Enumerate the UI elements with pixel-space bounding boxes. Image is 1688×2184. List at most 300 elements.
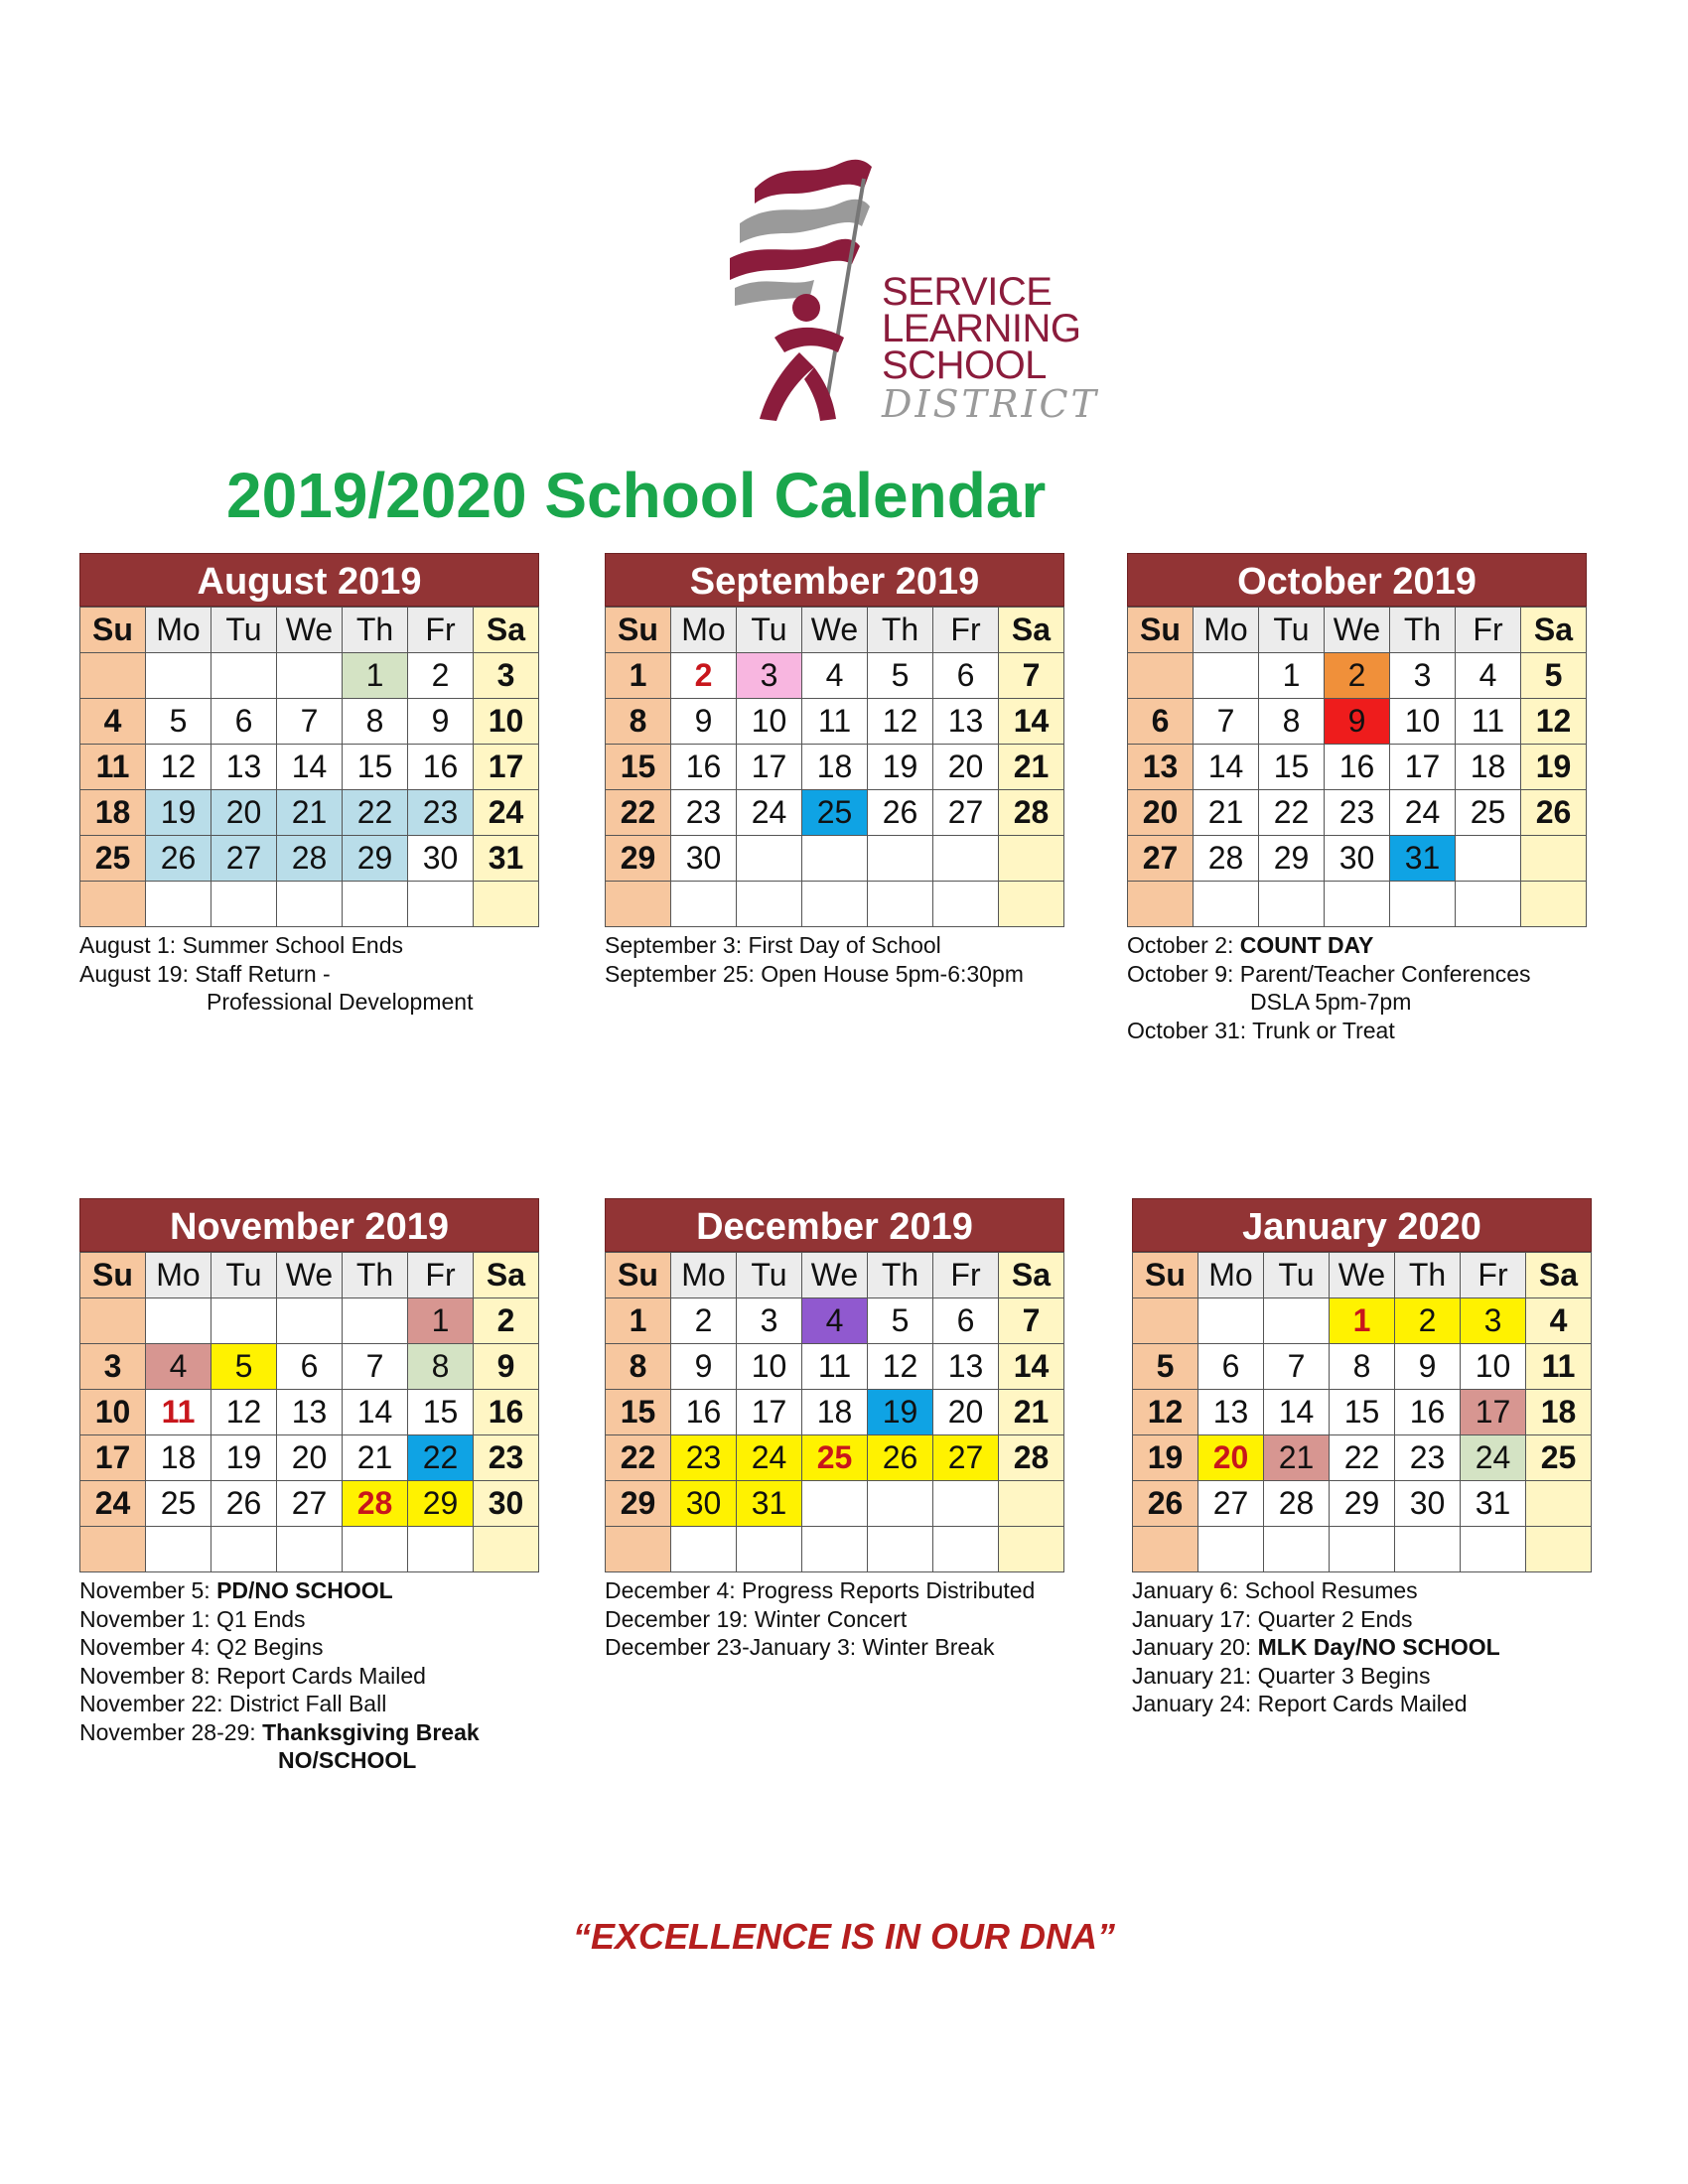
weekday-header: Su	[80, 608, 146, 653]
day-cell: 28	[277, 836, 343, 882]
day-cell: 25	[802, 1435, 868, 1481]
empty-day-cell	[1456, 836, 1521, 882]
empty-day-cell	[1526, 1527, 1592, 1572]
weekday-header: Mo	[1198, 1253, 1264, 1298]
event-note	[605, 960, 1064, 989]
weekday-header: Mo	[146, 608, 211, 653]
empty-day-cell	[999, 882, 1064, 927]
empty-day-cell	[408, 882, 474, 927]
empty-day-cell	[80, 653, 146, 699]
event-text: November 1: Q1 Ends	[79, 1605, 306, 1632]
day-cell: 22	[606, 1435, 671, 1481]
weekday-header: We	[277, 608, 343, 653]
month-grid	[605, 607, 1064, 927]
day-cell: 1	[606, 1298, 671, 1344]
day-cell: 5	[868, 1298, 933, 1344]
day-cell: 30	[1325, 836, 1390, 882]
empty-day-cell	[868, 1481, 933, 1527]
day-cell: 28	[999, 1435, 1064, 1481]
day-cell: 5	[1133, 1344, 1198, 1390]
weekday-header: Mo	[671, 1253, 737, 1298]
day-cell: 19	[1521, 745, 1587, 790]
empty-day-cell	[474, 882, 539, 927]
day-cell: 7	[343, 1344, 408, 1390]
day-cell: 5	[146, 699, 211, 745]
empty-day-cell	[737, 1527, 802, 1572]
empty-day-cell	[737, 836, 802, 882]
day-cell: 11	[1456, 699, 1521, 745]
empty-day-cell	[1198, 1527, 1264, 1572]
event-note	[79, 1718, 539, 1747]
day-cell: 12	[868, 1344, 933, 1390]
day-cell: 9	[1395, 1344, 1461, 1390]
weekday-header: Tu	[211, 1253, 277, 1298]
weekday-header: We	[802, 608, 868, 653]
month-grid	[605, 1252, 1064, 1572]
empty-day-cell	[146, 1298, 211, 1344]
day-cell: 21	[343, 1435, 408, 1481]
day-cell: 25	[1526, 1435, 1592, 1481]
weekday-header: Th	[1390, 608, 1456, 653]
empty-day-cell	[80, 882, 146, 927]
empty-day-cell	[1456, 882, 1521, 927]
event-text: October 31: Trunk or Treat	[1127, 1017, 1395, 1043]
empty-day-cell	[802, 882, 868, 927]
day-cell: 31	[1390, 836, 1456, 882]
day-cell: 29	[408, 1481, 474, 1527]
day-cell: 1	[1330, 1298, 1395, 1344]
logo-line: SCHOOL	[882, 343, 1047, 387]
day-cell: 12	[868, 699, 933, 745]
month-notes	[79, 931, 539, 1017]
empty-day-cell	[277, 653, 343, 699]
day-cell: 1	[606, 653, 671, 699]
empty-day-cell	[1194, 653, 1259, 699]
day-cell: 4	[802, 653, 868, 699]
weekday-header: Sa	[1521, 608, 1587, 653]
empty-day-cell	[933, 1527, 999, 1572]
day-cell: 11	[146, 1390, 211, 1435]
empty-day-cell	[802, 1527, 868, 1572]
day-cell: 24	[80, 1481, 146, 1527]
weekday-header: Th	[1395, 1253, 1461, 1298]
day-cell: 25	[80, 836, 146, 882]
event-note	[79, 1633, 539, 1662]
weekday-header: Sa	[999, 608, 1064, 653]
day-cell: 30	[1395, 1481, 1461, 1527]
event-note	[605, 1633, 1064, 1662]
month-grid	[1127, 607, 1587, 927]
day-cell: 19	[211, 1435, 277, 1481]
event-note	[605, 1605, 1064, 1634]
day-cell: 3	[1390, 653, 1456, 699]
day-cell: 16	[408, 745, 474, 790]
day-cell: 7	[1194, 699, 1259, 745]
day-cell: 26	[868, 790, 933, 836]
day-cell: 6	[933, 1298, 999, 1344]
day-cell: 7	[1264, 1344, 1330, 1390]
weekday-header: Tu	[737, 1253, 802, 1298]
day-cell: 16	[1325, 745, 1390, 790]
event-text: November 28-29:	[79, 1718, 263, 1745]
month-notes	[79, 1576, 539, 1775]
empty-day-cell	[671, 882, 737, 927]
day-cell: 23	[408, 790, 474, 836]
day-cell: 31	[1461, 1481, 1526, 1527]
day-cell: 23	[1325, 790, 1390, 836]
day-cell: 23	[1395, 1435, 1461, 1481]
day-cell: 9	[1325, 699, 1390, 745]
day-cell: 25	[1456, 790, 1521, 836]
event-text: January 20:	[1132, 1634, 1258, 1660]
month-title: November 2019	[79, 1198, 539, 1252]
month-calendar	[79, 1198, 539, 1775]
event-note	[79, 988, 539, 1017]
day-cell: 3	[80, 1344, 146, 1390]
empty-day-cell	[146, 653, 211, 699]
weekday-header: Sa	[474, 1253, 539, 1298]
empty-day-cell	[1264, 1298, 1330, 1344]
day-cell: 27	[1198, 1481, 1264, 1527]
day-cell: 3	[474, 653, 539, 699]
day-cell: 4	[80, 699, 146, 745]
day-cell: 3	[737, 1298, 802, 1344]
day-cell: 26	[1133, 1481, 1198, 1527]
day-cell: 13	[277, 1390, 343, 1435]
day-cell: 28	[1264, 1481, 1330, 1527]
weekday-header: Sa	[474, 608, 539, 653]
month-calendar	[79, 553, 539, 1017]
month-calendar	[605, 1198, 1064, 1662]
weekday-header: Th	[343, 1253, 408, 1298]
empty-day-cell	[1330, 1527, 1395, 1572]
empty-day-cell	[802, 1481, 868, 1527]
event-note	[1127, 988, 1587, 1017]
empty-day-cell	[1194, 882, 1259, 927]
event-text: DSLA 5pm-7pm	[1250, 989, 1412, 1015]
day-cell: 30	[671, 1481, 737, 1527]
day-cell: 26	[868, 1435, 933, 1481]
day-cell: 24	[1390, 790, 1456, 836]
day-cell: 2	[671, 653, 737, 699]
weekday-header: Fr	[1461, 1253, 1526, 1298]
day-cell: 26	[146, 836, 211, 882]
day-cell: 5	[868, 653, 933, 699]
day-cell: 22	[343, 790, 408, 836]
event-note	[605, 1576, 1064, 1605]
empty-day-cell	[408, 1527, 474, 1572]
event-note	[1127, 1017, 1587, 1045]
empty-day-cell	[277, 1527, 343, 1572]
weekday-header: We	[1330, 1253, 1395, 1298]
day-cell: 24	[737, 790, 802, 836]
empty-day-cell	[146, 1527, 211, 1572]
day-cell: 21	[277, 790, 343, 836]
month-grid	[79, 1252, 539, 1572]
empty-day-cell	[277, 1298, 343, 1344]
day-cell: 30	[671, 836, 737, 882]
district-logo	[715, 149, 1112, 437]
event-note	[1132, 1690, 1592, 1718]
day-cell: 27	[1128, 836, 1194, 882]
tagline: “EXCELLENCE IS IN OUR DNA”	[572, 1916, 1116, 1957]
month-title: January 2020	[1132, 1198, 1592, 1252]
day-cell: 20	[277, 1435, 343, 1481]
day-cell: 2	[671, 1298, 737, 1344]
event-text: September 3: First Day of School	[605, 932, 941, 958]
event-emphasis: NO/SCHOOL	[278, 1747, 417, 1773]
day-cell: 20	[1128, 790, 1194, 836]
day-cell: 20	[933, 1390, 999, 1435]
empty-day-cell	[80, 1527, 146, 1572]
day-cell: 17	[80, 1435, 146, 1481]
weekday-header: Su	[1133, 1253, 1198, 1298]
day-cell: 8	[408, 1344, 474, 1390]
day-cell: 1	[1259, 653, 1325, 699]
weekday-header: Mo	[146, 1253, 211, 1298]
day-cell: 24	[1461, 1435, 1526, 1481]
empty-day-cell	[1390, 882, 1456, 927]
empty-day-cell	[933, 1481, 999, 1527]
event-text: September 25: Open House 5pm-6:30pm	[605, 960, 1024, 987]
event-emphasis: COUNT DAY	[1239, 932, 1374, 958]
event-text: November 5:	[79, 1577, 217, 1603]
day-cell: 19	[1133, 1435, 1198, 1481]
empty-day-cell	[1461, 1527, 1526, 1572]
day-cell: 10	[737, 1344, 802, 1390]
day-cell: 14	[1264, 1390, 1330, 1435]
day-cell: 16	[671, 745, 737, 790]
day-cell: 4	[802, 1298, 868, 1344]
day-cell: 17	[1390, 745, 1456, 790]
day-cell: 26	[211, 1481, 277, 1527]
day-cell: 27	[933, 790, 999, 836]
empty-day-cell	[1325, 882, 1390, 927]
day-cell: 4	[146, 1344, 211, 1390]
day-cell: 21	[1264, 1435, 1330, 1481]
day-cell: 18	[146, 1435, 211, 1481]
day-cell: 8	[343, 699, 408, 745]
day-cell: 18	[1526, 1390, 1592, 1435]
event-text: January 24: Report Cards Mailed	[1132, 1691, 1468, 1716]
day-cell: 19	[868, 1390, 933, 1435]
day-cell: 20	[933, 745, 999, 790]
day-cell: 6	[1128, 699, 1194, 745]
page-title: 2019/2020 School Calendar	[226, 460, 1047, 531]
day-cell: 29	[606, 1481, 671, 1527]
day-cell: 4	[1526, 1298, 1592, 1344]
weekday-header: Sa	[1526, 1253, 1592, 1298]
day-cell: 11	[1526, 1344, 1592, 1390]
empty-day-cell	[211, 1298, 277, 1344]
day-cell: 27	[211, 836, 277, 882]
weekday-header: Su	[606, 1253, 671, 1298]
event-emphasis: MLK Day/NO SCHOOL	[1257, 1634, 1500, 1660]
event-note	[79, 931, 539, 960]
event-text: October 2:	[1127, 932, 1240, 958]
day-cell: 17	[737, 745, 802, 790]
day-cell: 10	[80, 1390, 146, 1435]
day-cell: 2	[408, 653, 474, 699]
day-cell: 25	[146, 1481, 211, 1527]
day-cell: 7	[277, 699, 343, 745]
day-cell: 14	[1194, 745, 1259, 790]
day-cell: 5	[1521, 653, 1587, 699]
day-cell: 17	[737, 1390, 802, 1435]
day-cell: 19	[868, 745, 933, 790]
event-note	[79, 1690, 539, 1718]
event-note	[1127, 931, 1587, 960]
empty-day-cell	[737, 882, 802, 927]
event-text: January 6: School Resumes	[1132, 1577, 1418, 1603]
month-notes	[605, 931, 1064, 988]
day-cell: 6	[933, 653, 999, 699]
empty-day-cell	[606, 1527, 671, 1572]
day-cell: 20	[1198, 1435, 1264, 1481]
empty-day-cell	[343, 1527, 408, 1572]
day-cell: 9	[474, 1344, 539, 1390]
month-title: August 2019	[79, 553, 539, 607]
empty-day-cell	[868, 1527, 933, 1572]
event-text: January 21: Quarter 3 Begins	[1132, 1662, 1431, 1689]
empty-day-cell	[1259, 882, 1325, 927]
flag-figure-icon	[715, 149, 884, 437]
empty-day-cell	[211, 1527, 277, 1572]
empty-day-cell	[277, 882, 343, 927]
day-cell: 21	[999, 745, 1064, 790]
day-cell: 16	[671, 1390, 737, 1435]
empty-day-cell	[1521, 836, 1587, 882]
month-title: September 2019	[605, 553, 1064, 607]
weekday-header: Su	[80, 1253, 146, 1298]
event-text: November 22: District Fall Ball	[79, 1691, 387, 1716]
event-text: November 4: Q2 Begins	[79, 1634, 324, 1660]
day-cell: 21	[1194, 790, 1259, 836]
month-title: October 2019	[1127, 553, 1587, 607]
empty-day-cell	[1198, 1298, 1264, 1344]
empty-day-cell	[1521, 882, 1587, 927]
day-cell: 10	[737, 699, 802, 745]
event-note	[79, 1746, 539, 1775]
day-cell: 23	[474, 1435, 539, 1481]
day-cell: 10	[474, 699, 539, 745]
month-calendar	[605, 553, 1064, 988]
weekday-header: We	[277, 1253, 343, 1298]
weekday-header: Fr	[933, 1253, 999, 1298]
day-cell: 18	[802, 1390, 868, 1435]
event-note	[1132, 1633, 1592, 1662]
day-cell: 20	[211, 790, 277, 836]
day-cell: 15	[606, 745, 671, 790]
empty-day-cell	[606, 882, 671, 927]
day-cell: 25	[802, 790, 868, 836]
weekday-header: Mo	[1194, 608, 1259, 653]
event-emphasis: Thanksgiving Break	[262, 1718, 480, 1745]
month-title: December 2019	[605, 1198, 1064, 1252]
day-cell: 1	[343, 653, 408, 699]
weekday-header: Th	[868, 1253, 933, 1298]
day-cell: 2	[474, 1298, 539, 1344]
event-note	[1127, 960, 1587, 989]
day-cell: 27	[277, 1481, 343, 1527]
empty-day-cell	[671, 1527, 737, 1572]
day-cell: 19	[146, 790, 211, 836]
day-cell: 28	[343, 1481, 408, 1527]
day-cell: 7	[999, 653, 1064, 699]
day-cell: 8	[1259, 699, 1325, 745]
day-cell: 23	[671, 1435, 737, 1481]
event-note	[79, 960, 539, 989]
empty-day-cell	[211, 653, 277, 699]
month-calendar	[1127, 553, 1587, 1044]
month-grid	[1132, 1252, 1592, 1572]
month-grid	[79, 607, 539, 927]
event-note	[79, 1576, 539, 1605]
day-cell: 3	[737, 653, 802, 699]
month-calendar	[1132, 1198, 1592, 1718]
day-cell: 24	[737, 1435, 802, 1481]
day-cell: 6	[211, 699, 277, 745]
empty-day-cell	[1128, 653, 1194, 699]
weekday-header: Fr	[408, 1253, 474, 1298]
event-note	[1132, 1605, 1592, 1634]
event-text: October 9: Parent/Teacher Conferences	[1127, 960, 1531, 987]
day-cell: 17	[474, 745, 539, 790]
empty-day-cell	[146, 882, 211, 927]
day-cell: 6	[277, 1344, 343, 1390]
day-cell: 30	[474, 1481, 539, 1527]
day-cell: 15	[1330, 1390, 1395, 1435]
day-cell: 12	[211, 1390, 277, 1435]
weekday-header: Th	[868, 608, 933, 653]
logo-line: LEARNING	[882, 307, 1081, 350]
weekday-header: We	[1325, 608, 1390, 653]
empty-day-cell	[1264, 1527, 1330, 1572]
day-cell: 29	[1330, 1481, 1395, 1527]
empty-day-cell	[211, 882, 277, 927]
day-cell: 22	[1330, 1435, 1395, 1481]
empty-day-cell	[999, 1527, 1064, 1572]
day-cell: 1	[408, 1298, 474, 1344]
day-cell: 7	[999, 1298, 1064, 1344]
day-cell: 17	[1461, 1390, 1526, 1435]
day-cell: 27	[933, 1435, 999, 1481]
empty-day-cell	[1526, 1481, 1592, 1527]
logo-wordmark	[882, 270, 1099, 426]
weekday-header: Tu	[1259, 608, 1325, 653]
day-cell: 31	[474, 836, 539, 882]
day-cell: 15	[606, 1390, 671, 1435]
day-cell: 18	[802, 745, 868, 790]
event-text: December 23-January 3: Winter Break	[605, 1634, 995, 1660]
event-note	[79, 1662, 539, 1691]
weekday-header: We	[802, 1253, 868, 1298]
day-cell: 11	[802, 1344, 868, 1390]
day-cell: 15	[343, 745, 408, 790]
event-text: August 1: Summer School Ends	[79, 932, 403, 958]
day-cell: 8	[606, 1344, 671, 1390]
event-text: Professional Development	[207, 989, 474, 1015]
event-text: August 19: Staff Return -	[79, 960, 331, 987]
day-cell: 13	[1198, 1390, 1264, 1435]
day-cell: 12	[146, 745, 211, 790]
day-cell: 3	[1461, 1298, 1526, 1344]
empty-day-cell	[1133, 1298, 1198, 1344]
day-cell: 22	[408, 1435, 474, 1481]
day-cell: 13	[933, 1344, 999, 1390]
empty-day-cell	[999, 836, 1064, 882]
day-cell: 9	[671, 1344, 737, 1390]
